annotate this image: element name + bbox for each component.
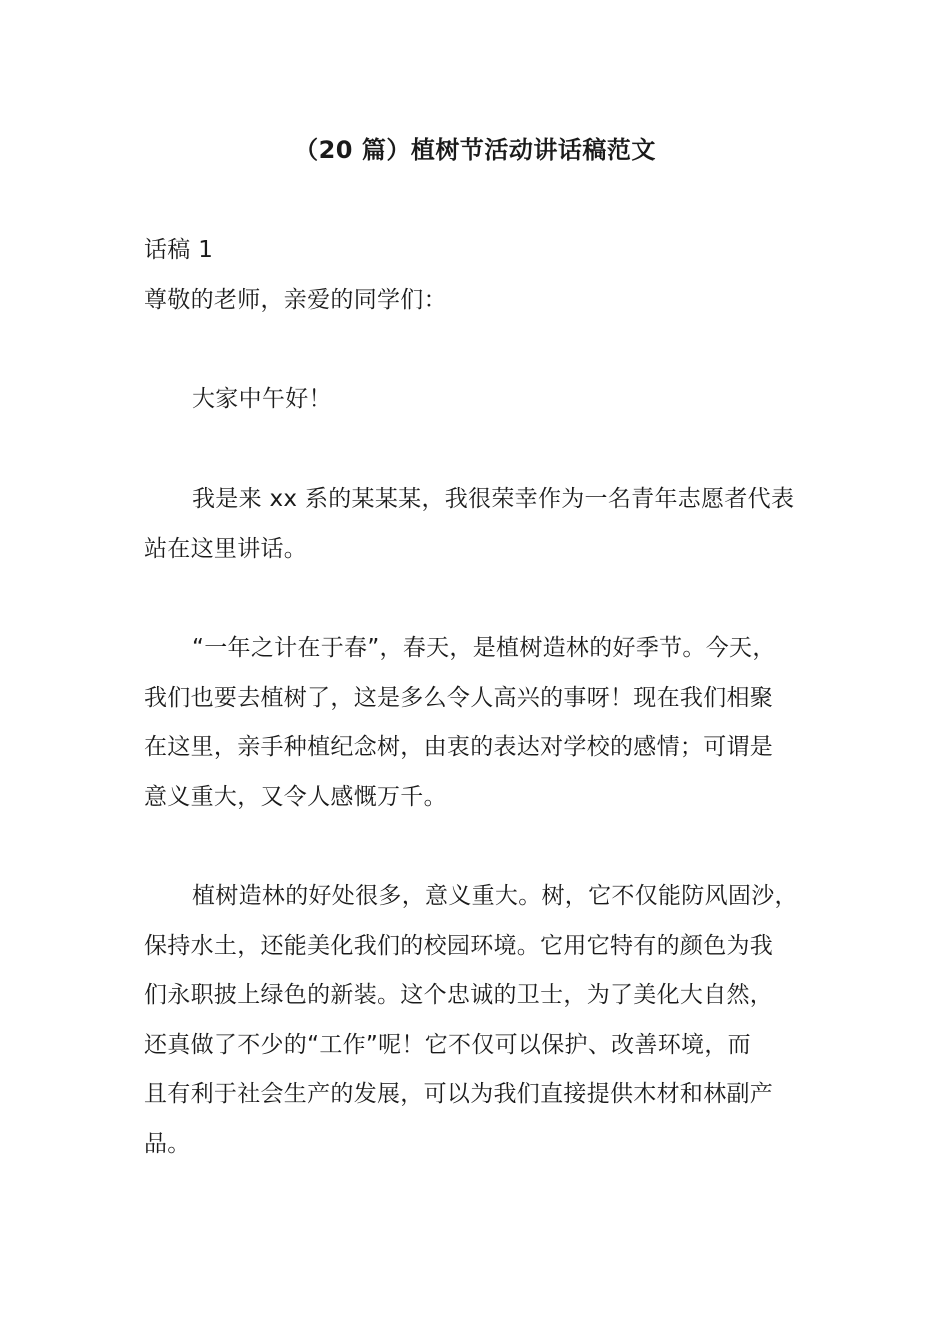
paragraph-3 bbox=[144, 872, 809, 1169]
paragraph-3-line: 保持水土，还能美化我们的校园环境。它用它特有的颜色为我 bbox=[144, 932, 774, 959]
paragraph-3-line: 们永职披上绿色的新装。这个忠诚的卫士，为了美化大自然， bbox=[144, 982, 774, 1008]
paragraph-3-line: 品。 bbox=[144, 1130, 191, 1157]
paragraph-3-line: 植树造林的好处很多，意义重大。树，它不仅能防风固沙， bbox=[192, 883, 798, 909]
paragraph-1-line: 站在这里讲话。 bbox=[144, 535, 308, 562]
paragraph-2-line: 意义重大，又令人感慨万千。 bbox=[144, 783, 447, 810]
paragraph-2-line: “一年之计在于春”，春天，是植树造林的好季节。今天， bbox=[192, 635, 776, 661]
paragraph-2-line: 我们也要去植树了，这是多么令人高兴的事呀！现在我们相聚 bbox=[144, 684, 774, 711]
greeting: 大家中午好！ bbox=[192, 386, 332, 412]
paragraph-3-line: 且有利于社会生产的发展，可以为我们直接提供木材和林副产 bbox=[144, 1081, 774, 1107]
section-label: 话稿 1 bbox=[144, 237, 214, 263]
salutation: 尊敬的老师，亲爱的同学们： bbox=[144, 287, 447, 313]
paragraph-3-line: 还真做了不少的“工作”呢！它不仅可以保护、改善环境，而 bbox=[144, 1031, 751, 1058]
paragraph-1-line: 我是来 xx 系的某某某，我很荣幸作为一名青年志愿者代表 bbox=[192, 486, 795, 512]
paragraph-1 bbox=[144, 475, 809, 574]
paragraph-2-line: 在这里，亲手种植纪念树，由衷的表达对学校的感情；可谓是 bbox=[144, 734, 774, 760]
document-title: （20 篇）植树节活动讲话稿范文 bbox=[294, 136, 656, 164]
paragraph-2 bbox=[144, 624, 809, 822]
